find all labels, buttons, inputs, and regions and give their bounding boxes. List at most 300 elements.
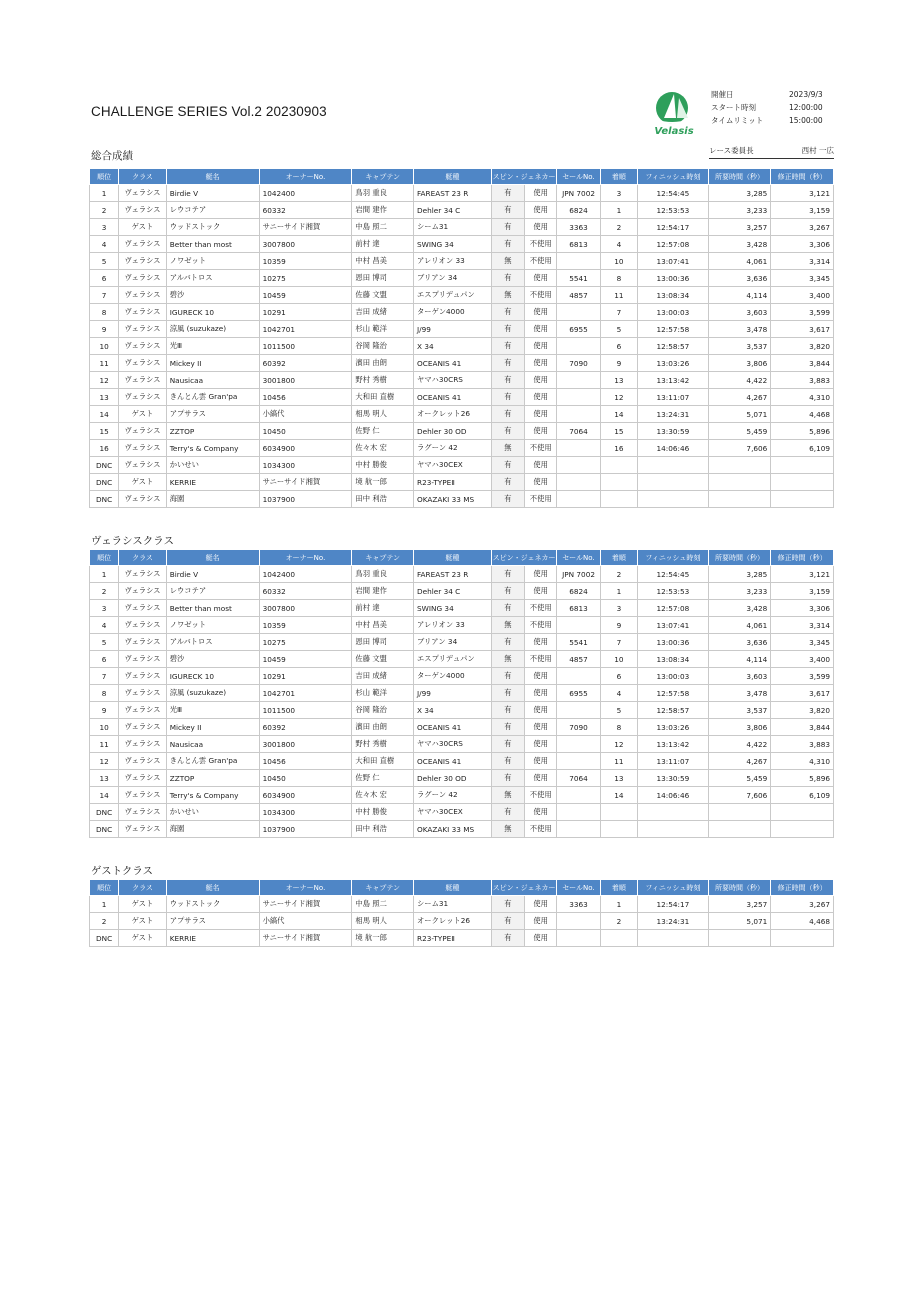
boat-name-cell: 光Ⅲ xyxy=(166,338,259,355)
gennaker-cell: 使用 xyxy=(525,736,557,753)
elapsed-time-cell: 3,603 xyxy=(708,668,771,685)
gennaker-cell: 使用 xyxy=(525,753,557,770)
owner-no-cell: 10359 xyxy=(259,253,352,270)
class-cell: ヴェラシス xyxy=(119,719,166,736)
rank-cell: DNC xyxy=(90,491,119,508)
captain-cell: 相馬 明人 xyxy=(352,406,414,423)
velasis-logo-icon xyxy=(650,88,702,140)
rank-cell: 12 xyxy=(90,372,119,389)
table-row xyxy=(90,566,834,583)
boat-name-cell: アプサラス xyxy=(166,406,259,423)
column-header-class: クラス xyxy=(119,550,166,566)
column-header-corrected-time: 修正時間（秒） xyxy=(771,550,834,566)
corrected-time-cell xyxy=(771,474,834,491)
class-cell: ヴェラシス xyxy=(119,202,166,219)
class-cell: ヴェラシス xyxy=(119,600,166,617)
finish-order-cell: 13 xyxy=(600,372,637,389)
sail-no-cell: 3363 xyxy=(557,219,600,236)
class-cell: ヴェラシス xyxy=(119,651,166,668)
owner-no-cell: 小縞代 xyxy=(259,406,352,423)
rank-cell: 4 xyxy=(90,236,119,253)
spinnaker-cell: 有 xyxy=(491,389,524,406)
owner-no-cell: 1037900 xyxy=(259,491,352,508)
elapsed-time-cell: 3,478 xyxy=(708,685,771,702)
gennaker-cell: 使用 xyxy=(525,389,557,406)
boat-name-cell: Better than most xyxy=(166,600,259,617)
finish-time-cell: 13:11:07 xyxy=(638,389,709,406)
gennaker-cell: 使用 xyxy=(525,270,557,287)
spinnaker-cell: 無 xyxy=(491,617,524,634)
captain-cell: 岩間 建作 xyxy=(352,583,414,600)
class-cell: ヴェラシス xyxy=(119,753,166,770)
finish-time-cell: 13:11:07 xyxy=(638,753,709,770)
class-cell: ヴェラシス xyxy=(119,804,166,821)
spinnaker-cell: 有 xyxy=(491,930,524,947)
boat-type-cell: Dehler 30 OD xyxy=(414,423,492,440)
spinnaker-cell: 有 xyxy=(491,236,524,253)
elapsed-time-cell: 4,422 xyxy=(708,372,771,389)
finish-order-cell: 12 xyxy=(600,389,637,406)
corrected-time-cell: 3,345 xyxy=(771,270,834,287)
spinnaker-cell: 有 xyxy=(491,566,524,583)
gennaker-cell: 使用 xyxy=(525,770,557,787)
gennaker-cell: 使用 xyxy=(525,566,557,583)
finish-time-cell: 13:03:26 xyxy=(638,719,709,736)
rank-cell: 2 xyxy=(90,583,119,600)
table-row xyxy=(90,219,834,236)
elapsed-time-cell: 7,606 xyxy=(708,440,771,457)
boat-type-cell: J/99 xyxy=(414,685,492,702)
committee-label: レース委員長 xyxy=(709,146,754,155)
column-header-spin-gennaker: スピン・ジェネカー xyxy=(491,880,557,896)
boat-name-cell: Better than most xyxy=(166,236,259,253)
column-header-boat-name: 艇名 xyxy=(166,880,259,896)
owner-no-cell: 6034900 xyxy=(259,787,352,804)
corrected-time-cell: 3,617 xyxy=(771,321,834,338)
sail-no-cell xyxy=(557,338,600,355)
class-cell: ヴェラシス xyxy=(119,821,166,838)
finish-order-cell: 15 xyxy=(600,423,637,440)
class-cell: ヴェラシス xyxy=(119,355,166,372)
captain-cell: 濱田 由朗 xyxy=(352,719,414,736)
rank-cell: 8 xyxy=(90,685,119,702)
table-row xyxy=(90,389,834,406)
boat-type-cell: OCEANIS 41 xyxy=(414,753,492,770)
boat-type-cell: オークレット26 xyxy=(414,913,492,930)
captain-cell: 佐々木 宏 xyxy=(352,787,414,804)
finish-order-cell: 14 xyxy=(600,787,637,804)
sail-no-cell: 3363 xyxy=(557,896,600,913)
captain-cell: 中村 勝俊 xyxy=(352,804,414,821)
boat-type-cell: オークレット26 xyxy=(414,406,492,423)
spinnaker-cell: 有 xyxy=(491,355,524,372)
finish-time-cell: 12:54:17 xyxy=(638,896,709,913)
table-row xyxy=(90,583,834,600)
boat-type-cell: ヤマハ30CRS xyxy=(414,736,492,753)
rank-cell: 10 xyxy=(90,719,119,736)
boat-name-cell: Nausicaa xyxy=(166,736,259,753)
rank-cell: 15 xyxy=(90,423,119,440)
boat-type-cell: X 34 xyxy=(414,702,492,719)
table-row xyxy=(90,753,834,770)
boat-type-cell: ターゲン4000 xyxy=(414,668,492,685)
boat-name-cell: Terry's & Company xyxy=(166,440,259,457)
spinnaker-cell: 有 xyxy=(491,185,524,202)
finish-order-cell: 5 xyxy=(600,321,637,338)
column-header-finish-time: フィニッシュ時刻 xyxy=(638,880,709,896)
elapsed-time-cell: 5,459 xyxy=(708,770,771,787)
gennaker-cell: 使用 xyxy=(525,185,557,202)
elapsed-time-cell xyxy=(708,804,771,821)
corrected-time-cell xyxy=(771,491,834,508)
table-row xyxy=(90,474,834,491)
owner-no-cell: 1037900 xyxy=(259,821,352,838)
column-header-finish-order: 着順 xyxy=(600,169,637,185)
corrected-time-cell: 3,345 xyxy=(771,634,834,651)
finish-order-cell xyxy=(600,821,637,838)
column-header-finish-time: フィニッシュ時刻 xyxy=(638,550,709,566)
captain-cell: 佐野 仁 xyxy=(352,423,414,440)
class-cell: ヴェラシス xyxy=(119,304,166,321)
sail-no-cell xyxy=(557,913,600,930)
gennaker-cell: 使用 xyxy=(525,304,557,321)
rank-cell: 4 xyxy=(90,617,119,634)
sail-no-cell xyxy=(557,753,600,770)
table-row xyxy=(90,634,834,651)
sail-no-cell: 7090 xyxy=(557,719,600,736)
table-row xyxy=(90,355,834,372)
finish-time-cell: 13:00:03 xyxy=(638,304,709,321)
column-header-sail-no: セールNo. xyxy=(557,880,600,896)
gennaker-cell: 使用 xyxy=(525,338,557,355)
boat-name-cell: ZZTOP xyxy=(166,770,259,787)
sail-no-cell: 4857 xyxy=(557,287,600,304)
spinnaker-cell: 有 xyxy=(491,668,524,685)
finish-time-cell: 13:08:34 xyxy=(638,651,709,668)
class-cell: ヴェラシス xyxy=(119,440,166,457)
sail-no-cell xyxy=(557,253,600,270)
table-row xyxy=(90,617,834,634)
class-cell: ヴェラシス xyxy=(119,321,166,338)
corrected-time-cell: 3,820 xyxy=(771,338,834,355)
elapsed-time-cell: 3,636 xyxy=(708,270,771,287)
elapsed-time-cell: 5,071 xyxy=(708,913,771,930)
corrected-time-cell: 3,159 xyxy=(771,202,834,219)
boat-name-cell: Nausicaa xyxy=(166,372,259,389)
table-row xyxy=(90,770,834,787)
boat-type-cell: SWING 34 xyxy=(414,236,492,253)
owner-no-cell: 1042701 xyxy=(259,321,352,338)
finish-time-cell xyxy=(638,821,709,838)
finish-order-cell: 12 xyxy=(600,736,637,753)
finish-time-cell: 13:07:41 xyxy=(638,617,709,634)
captain-cell: 田中 利浩 xyxy=(352,821,414,838)
boat-name-cell: KERRIE xyxy=(166,474,259,491)
gennaker-cell: 不使用 xyxy=(525,287,557,304)
boat-type-cell: アレリオン 33 xyxy=(414,617,492,634)
corrected-time-cell: 3,599 xyxy=(771,668,834,685)
boat-type-cell: Dehler 34 C xyxy=(414,202,492,219)
finish-time-cell: 12:58:57 xyxy=(638,338,709,355)
spinnaker-cell: 有 xyxy=(491,202,524,219)
class-cell: ヴェラシス xyxy=(119,702,166,719)
rank-cell: DNC xyxy=(90,474,119,491)
owner-no-cell: 1034300 xyxy=(259,457,352,474)
sail-no-cell: JPN 7002 xyxy=(557,566,600,583)
info-row-start-time xyxy=(711,101,833,114)
boat-type-cell: SWING 34 xyxy=(414,600,492,617)
finish-order-cell: 1 xyxy=(600,202,637,219)
captain-cell: 境 航一郎 xyxy=(352,474,414,491)
rank-cell: 13 xyxy=(90,389,119,406)
gennaker-cell: 不使用 xyxy=(525,651,557,668)
owner-no-cell: 60332 xyxy=(259,202,352,219)
boat-name-cell: レウコテア xyxy=(166,583,259,600)
spinnaker-cell: 有 xyxy=(491,685,524,702)
finish-time-cell: 13:00:03 xyxy=(638,668,709,685)
corrected-time-cell: 4,468 xyxy=(771,913,834,930)
rank-cell: 9 xyxy=(90,702,119,719)
finish-time-cell: 13:13:42 xyxy=(638,372,709,389)
spinnaker-cell: 有 xyxy=(491,219,524,236)
gennaker-cell: 使用 xyxy=(525,355,557,372)
captain-cell: 野村 秀樹 xyxy=(352,372,414,389)
rank-cell: 12 xyxy=(90,753,119,770)
corrected-time-cell: 5,896 xyxy=(771,770,834,787)
boat-name-cell: 涼風 (suzukaze) xyxy=(166,685,259,702)
sail-no-cell xyxy=(557,406,600,423)
corrected-time-cell xyxy=(771,930,834,947)
finish-time-cell: 13:00:36 xyxy=(638,270,709,287)
sail-no-cell: 6813 xyxy=(557,236,600,253)
column-header-owner-no: オーナーNo. xyxy=(259,550,352,566)
captain-cell: 鳥羽 重良 xyxy=(352,566,414,583)
table-row xyxy=(90,821,834,838)
sail-no-cell xyxy=(557,372,600,389)
table-row xyxy=(90,651,834,668)
finish-time-cell: 13:03:26 xyxy=(638,355,709,372)
boat-name-cell: きんとん雲 Gran'pa xyxy=(166,753,259,770)
finish-order-cell: 4 xyxy=(600,236,637,253)
column-header-elapsed-time: 所要時間（秒） xyxy=(708,550,771,566)
elapsed-time-cell: 4,114 xyxy=(708,287,771,304)
finish-time-cell: 13:08:34 xyxy=(638,287,709,304)
corrected-time-cell: 3,599 xyxy=(771,304,834,321)
corrected-time-cell: 6,109 xyxy=(771,440,834,457)
spinnaker-cell: 有 xyxy=(491,372,524,389)
owner-no-cell: 60332 xyxy=(259,583,352,600)
boat-name-cell: Mickey II xyxy=(166,719,259,736)
class-cell: ヴェラシス xyxy=(119,457,166,474)
captain-cell: 大和田 直樹 xyxy=(352,753,414,770)
class-cell: ヴェラシス xyxy=(119,185,166,202)
owner-no-cell: 3007800 xyxy=(259,236,352,253)
gennaker-cell: 使用 xyxy=(525,930,557,947)
sail-no-cell: 7064 xyxy=(557,423,600,440)
table-row xyxy=(90,736,834,753)
spinnaker-cell: 有 xyxy=(491,634,524,651)
boat-name-cell: 碧沙 xyxy=(166,287,259,304)
captain-cell: 谷岡 隆治 xyxy=(352,702,414,719)
finish-order-cell: 6 xyxy=(600,338,637,355)
elapsed-time-cell: 4,267 xyxy=(708,753,771,770)
column-header-boat-type: 艇種 xyxy=(414,550,492,566)
gennaker-cell: 不使用 xyxy=(525,787,557,804)
elapsed-time-cell xyxy=(708,491,771,508)
elapsed-time-cell: 3,285 xyxy=(708,185,771,202)
boat-name-cell: かいせい xyxy=(166,804,259,821)
spinnaker-cell: 有 xyxy=(491,600,524,617)
sail-no-cell: 6824 xyxy=(557,202,600,219)
owner-no-cell: 10291 xyxy=(259,304,352,321)
column-header-elapsed-time: 所要時間（秒） xyxy=(708,880,771,896)
elapsed-time-cell xyxy=(708,930,771,947)
sail-no-cell xyxy=(557,474,600,491)
info-row-date xyxy=(711,88,833,101)
sail-no-cell: 7090 xyxy=(557,355,600,372)
sail-no-cell xyxy=(557,668,600,685)
spinnaker-cell: 有 xyxy=(491,896,524,913)
spinnaker-cell: 無 xyxy=(491,787,524,804)
boat-name-cell: レウコテア xyxy=(166,202,259,219)
finish-time-cell: 13:07:41 xyxy=(638,253,709,270)
finish-order-cell: 2 xyxy=(600,219,637,236)
finish-time-cell: 14:06:46 xyxy=(638,787,709,804)
spinnaker-cell: 有 xyxy=(491,491,524,508)
owner-no-cell: 10291 xyxy=(259,668,352,685)
boat-type-cell: J/99 xyxy=(414,321,492,338)
rank-cell: 14 xyxy=(90,406,119,423)
boat-name-cell: かいせい xyxy=(166,457,259,474)
elapsed-time-cell: 3,428 xyxy=(708,600,771,617)
rank-cell: 13 xyxy=(90,770,119,787)
column-header-finish-time: フィニッシュ時刻 xyxy=(638,169,709,185)
sail-no-cell: 5541 xyxy=(557,270,600,287)
finish-time-cell: 13:24:31 xyxy=(638,913,709,930)
owner-no-cell: 10459 xyxy=(259,651,352,668)
sail-no-cell xyxy=(557,787,600,804)
table-row xyxy=(90,440,834,457)
finish-time-cell: 12:57:08 xyxy=(638,600,709,617)
column-header-rank: 順位 xyxy=(90,169,119,185)
boat-type-cell: OCEANIS 41 xyxy=(414,355,492,372)
captain-cell: 杉山 範洋 xyxy=(352,321,414,338)
owner-no-cell: 60392 xyxy=(259,355,352,372)
finish-order-cell: 9 xyxy=(600,617,637,634)
class-cell: ヴェラシス xyxy=(119,685,166,702)
finish-order-cell: 4 xyxy=(600,685,637,702)
column-header-boat-type: 艇種 xyxy=(414,169,492,185)
rank-cell: DNC xyxy=(90,804,119,821)
elapsed-time-cell: 3,257 xyxy=(708,219,771,236)
column-header-sail-no: セールNo. xyxy=(557,169,600,185)
finish-order-cell: 1 xyxy=(600,896,637,913)
corrected-time-cell: 4,310 xyxy=(771,389,834,406)
finish-time-cell: 12:57:58 xyxy=(638,321,709,338)
boat-type-cell: エスプリデュパン xyxy=(414,651,492,668)
owner-no-cell: 60392 xyxy=(259,719,352,736)
elapsed-time-cell: 3,603 xyxy=(708,304,771,321)
gennaker-cell: 使用 xyxy=(525,202,557,219)
column-header-boat-name: 艇名 xyxy=(166,169,259,185)
table-row xyxy=(90,321,834,338)
owner-no-cell: 1034300 xyxy=(259,804,352,821)
corrected-time-cell: 6,109 xyxy=(771,787,834,804)
rank-cell: 5 xyxy=(90,634,119,651)
captain-cell: 佐藤 文盟 xyxy=(352,651,414,668)
owner-no-cell: 1011500 xyxy=(259,702,352,719)
class-cell: ヴェラシス xyxy=(119,389,166,406)
table-row xyxy=(90,372,834,389)
finish-order-cell xyxy=(600,474,637,491)
elapsed-time-cell: 3,806 xyxy=(708,355,771,372)
finish-time-cell: 13:30:59 xyxy=(638,423,709,440)
table-header-row xyxy=(90,880,834,896)
rank-cell: 3 xyxy=(90,600,119,617)
boat-name-cell: KERRIE xyxy=(166,930,259,947)
info-row-time-limit xyxy=(711,114,833,127)
captain-cell: 佐藤 文盟 xyxy=(352,287,414,304)
boat-name-cell: 碧沙 xyxy=(166,651,259,668)
info-value: 2023/9/3 xyxy=(789,90,823,99)
captain-cell: 大和田 直樹 xyxy=(352,389,414,406)
owner-no-cell: サニーサイド湘賀 xyxy=(259,474,352,491)
corrected-time-cell: 3,883 xyxy=(771,736,834,753)
owner-no-cell: 1042701 xyxy=(259,685,352,702)
class-cell: ヴェラシス xyxy=(119,634,166,651)
finish-order-cell: 6 xyxy=(600,668,637,685)
corrected-time-cell: 3,400 xyxy=(771,287,834,304)
boat-name-cell: アルバトロス xyxy=(166,270,259,287)
class-cell: ゲスト xyxy=(119,474,166,491)
table-row xyxy=(90,913,834,930)
boat-type-cell: エスプリデュパン xyxy=(414,287,492,304)
boat-type-cell: アレリオン 33 xyxy=(414,253,492,270)
captain-cell: 相馬 明人 xyxy=(352,913,414,930)
spinnaker-cell: 有 xyxy=(491,913,524,930)
finish-time-cell: 13:24:31 xyxy=(638,406,709,423)
corrected-time-cell: 3,820 xyxy=(771,702,834,719)
sail-no-cell xyxy=(557,440,600,457)
boat-type-cell: R23-TYPEⅡ xyxy=(414,474,492,491)
column-header-corrected-time: 修正時間（秒） xyxy=(771,169,834,185)
gennaker-cell: 不使用 xyxy=(525,617,557,634)
finish-time-cell: 12:58:57 xyxy=(638,702,709,719)
owner-no-cell: 小縞代 xyxy=(259,913,352,930)
class-cell: ヴェラシス xyxy=(119,668,166,685)
info-value: 12:00:00 xyxy=(789,103,823,112)
gennaker-cell: 不使用 xyxy=(525,236,557,253)
table-row xyxy=(90,685,834,702)
section-title-velasis-class: ヴェラシスクラス xyxy=(91,535,174,547)
sail-no-cell xyxy=(557,491,600,508)
captain-cell: 恩田 博司 xyxy=(352,634,414,651)
gennaker-cell: 使用 xyxy=(525,719,557,736)
gennaker-cell: 使用 xyxy=(525,474,557,491)
captain-cell: 田中 利浩 xyxy=(352,491,414,508)
captain-cell: 杉山 範洋 xyxy=(352,685,414,702)
sail-no-cell xyxy=(557,804,600,821)
owner-no-cell: サニーサイド湘賀 xyxy=(259,930,352,947)
boat-name-cell: アプサラス xyxy=(166,913,259,930)
boat-type-cell: ヤマハ30CEX xyxy=(414,804,492,821)
boat-name-cell: IGURECK 10 xyxy=(166,668,259,685)
gennaker-cell: 不使用 xyxy=(525,440,557,457)
gennaker-cell: 使用 xyxy=(525,804,557,821)
table-row xyxy=(90,668,834,685)
column-header-finish-order: 着順 xyxy=(600,550,637,566)
elapsed-time-cell: 3,478 xyxy=(708,321,771,338)
